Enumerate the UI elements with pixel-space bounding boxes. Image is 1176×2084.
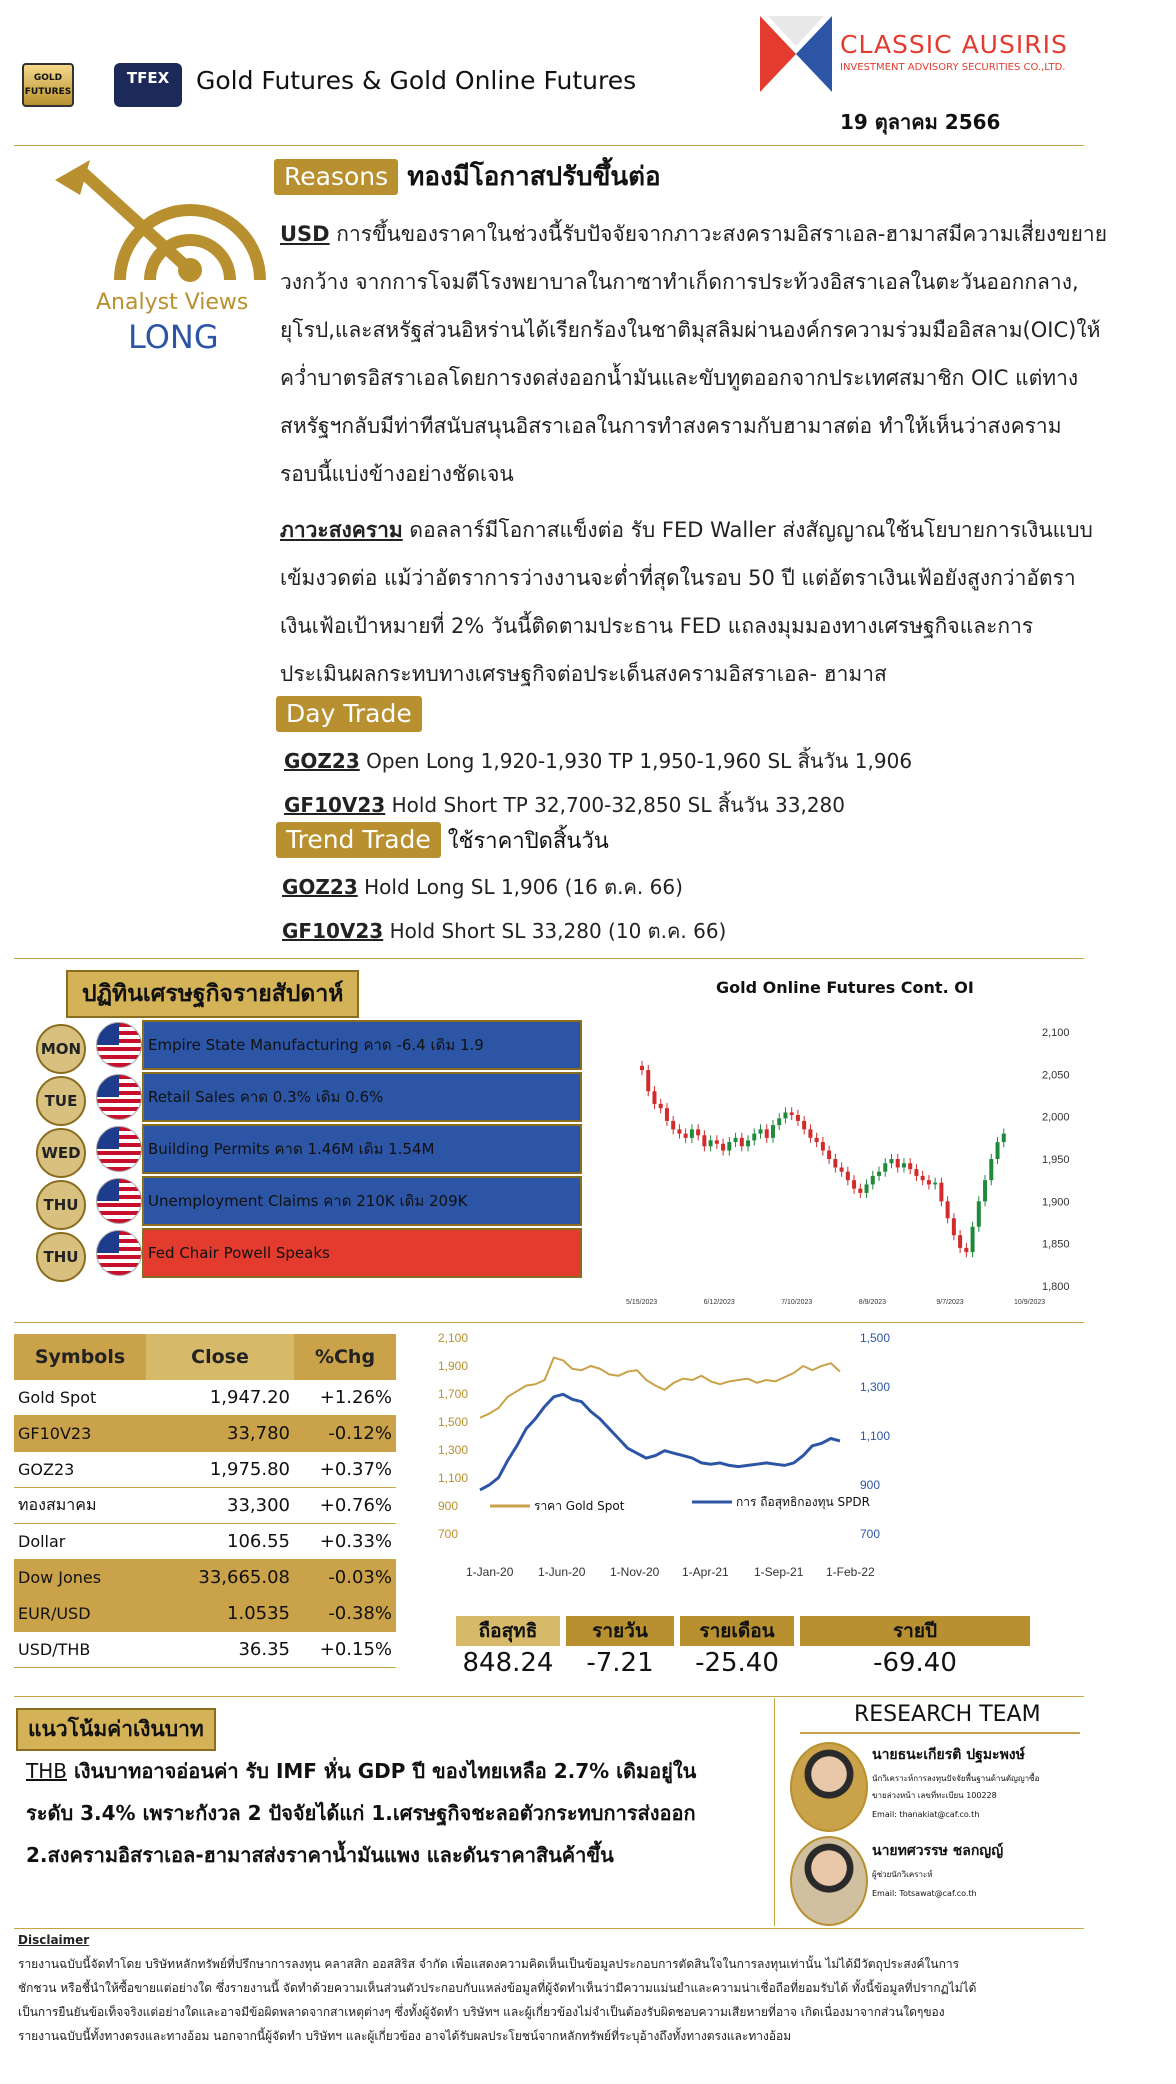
report-date: 19 ตุลาคม 2566: [840, 110, 1001, 134]
candle: [702, 1135, 706, 1146]
reasons-tag: Reasons: [274, 159, 398, 195]
candle: [796, 1115, 800, 1121]
y-left-tick-label: 1,100: [438, 1471, 469, 1485]
day-trade-tag: Day Trade: [276, 696, 422, 732]
candle: [777, 1118, 781, 1125]
candle: [908, 1163, 912, 1169]
candle-chart-title: Gold Online Futures Cont. OI: [716, 978, 974, 997]
close-cell: 1,975.80: [146, 1452, 294, 1488]
calendar-event: [30, 1124, 590, 1170]
trend-trade-note: ใช้ราคาปิดสิ้นวัน: [440, 829, 609, 854]
disclaimer-line: รายงานฉบับนี้ทั้งทางตรงและทางอ้อม นอกจากนี้ผู้จัดทำ บริษัทฯ และผู้เกี่ยวข้อง อาจได้รับผลประโยชน์จากหลักทรัพย์ที่ระบุอ้างถึงทั้งทางตรงและทางอ้อม: [18, 2029, 792, 2043]
reasons-heading: ทองมีโอกาสปรับขึ้นต่อ: [407, 162, 661, 192]
day-badge: TUE: [36, 1076, 86, 1126]
thb-title: [16, 1708, 216, 1751]
candle-chart-svg: [610, 970, 1080, 1310]
us-flag-icon: [96, 1126, 142, 1172]
x-tick-label: 1-Jun-20: [538, 1565, 586, 1579]
candle: [827, 1151, 831, 1159]
section-divider: [14, 1696, 1084, 1697]
war-key: ภาวะสงคราม: [280, 518, 403, 542]
table-row: [14, 1452, 396, 1488]
reasons-header: [274, 156, 661, 197]
y-right-tick-label: 1,100: [860, 1429, 891, 1443]
y-tick-label: 2,000: [1042, 1111, 1070, 1124]
y-tick-label: 1,950: [1042, 1154, 1070, 1166]
member-role: นักวิเคราะห์การลงทุนปัจจัยพื้นฐานด้านตัญญาซื้อ: [872, 1774, 1040, 1783]
symbol-cell: Gold Spot: [14, 1380, 146, 1416]
thb-title-text: แนวโน้มค่าเงินบาท: [28, 1717, 204, 1741]
summary-value: -25.40: [695, 1648, 779, 1678]
war-line: ดอลลาร์มีโอกาสแข็งต่อ รับ FED Waller ส่งสัญญาณใช้นโยบายการเงินแบบ: [402, 518, 1093, 542]
candle: [833, 1159, 837, 1167]
x-tick-label: 7/10/2023: [781, 1299, 813, 1306]
reasons-usd-paragraph: [280, 210, 1170, 498]
table-row: [14, 1596, 396, 1632]
x-tick-label: 1-Jan-20: [466, 1565, 514, 1579]
candle: [971, 1227, 975, 1252]
change-cell: +0.33%: [294, 1524, 396, 1560]
event-text: Fed Chair Powell Speaks: [142, 1228, 582, 1278]
candle: [665, 1108, 669, 1121]
symbol-cell: ทองสมาคม: [14, 1488, 146, 1524]
x-tick-label: 5/15/2023: [626, 1299, 658, 1306]
candle: [846, 1172, 850, 1180]
trend-trade-list: [282, 872, 726, 946]
us-flag-icon: [96, 1178, 142, 1224]
usd-line: ยุโรป,และสหรัฐส่วนอิหร่านได้เรียกร้องในชาติมุสลิมผ่านองค์กรความร่วมมืออิสลาม(OIC)ให้: [280, 318, 1101, 342]
trend-trade-tag: Trend Trade: [276, 822, 441, 858]
series-line: [480, 1394, 840, 1490]
thb-line: ระดับ 3.4% เพราะกังวล 2 ปัจจัยได้แก่ 1.เศรษฐกิจชะลอตัวกระทบการส่งออก: [26, 1801, 696, 1825]
legend-label: การ ถือสุทธิกองทุน SPDR: [736, 1495, 870, 1509]
candle: [889, 1159, 893, 1163]
series-line: [480, 1358, 840, 1418]
summary-header: รายเดือน: [680, 1616, 794, 1646]
day-badge: MON: [36, 1024, 86, 1074]
col-header: Symbols: [14, 1334, 146, 1380]
event-text: Building Permits คาด 1.46M เดิม 1.54M: [142, 1124, 582, 1174]
x-tick-label: 1-Apr-21: [682, 1565, 729, 1579]
member-name: นายทศวรรษ ชลกญญ์: [872, 1843, 1004, 1859]
section-divider: [14, 1322, 1084, 1323]
usd-line: การขึ้นของราคาในช่วงนี้รับปัจจัยจากภาวะสงครามอิสราเอล-ฮามาสมีความเสี่ยงขยาย: [329, 222, 1108, 246]
trade-symbol: GF10V23: [282, 919, 384, 943]
trade-text: Open Long 1,920-1,930 TP 1,950-1,960 SL สิ้นวัน 1,906: [359, 749, 913, 773]
x-tick-label: 1-Feb-22: [826, 1565, 875, 1579]
summary-header: รายปี: [800, 1616, 1030, 1646]
gold-futures-logo: [22, 63, 74, 107]
trade-text: Hold Short TP 32,700-32,850 SL สิ้นวัน 33,280: [385, 793, 845, 817]
usd-line: รอบนี้แบ่งข้างอย่างชัดเจน: [280, 462, 514, 486]
war-line: เงินเฟ้อเป้าหมายที่ 2% วันนี้ติดตามประธาน FED แถลงมุมมองทางเศรษฐกิจและการ: [280, 614, 1034, 638]
candle: [977, 1201, 981, 1226]
brand-logo-icon: [760, 16, 832, 92]
col-header: Close: [146, 1334, 294, 1380]
symbol-cell: GF10V23: [14, 1416, 146, 1452]
change-cell: -0.38%: [294, 1596, 396, 1632]
event-text: Unemployment Claims คาด 210K เดิม 209K: [142, 1176, 582, 1226]
candle: [771, 1125, 775, 1138]
candle: [840, 1167, 844, 1171]
symbols-table: [14, 1334, 396, 1668]
trade-symbol: GF10V23: [284, 793, 386, 817]
candle: [659, 1104, 663, 1108]
disclaimer-line: ชักชวน หรือชี้นำให้ซื้อขายแต่อย่างใด ซึ่งรายงานนี้ จัดทำด้วยความเห็นส่วนตัวประกอบกับแหล่งข้อมูลที่ผู้จัดทำเห็นว่ามีความแม่นยำและความน่าเชื่อถือที่ยอมรับได้ ทั้งนี้ข้อมูลที่ปรากฏไม่ได้: [18, 1981, 977, 1995]
candle: [652, 1091, 656, 1104]
candle: [952, 1218, 956, 1235]
legend-label: ราคา Gold Spot: [534, 1499, 625, 1513]
calendar-event: [30, 1072, 590, 1118]
member-email: Email: thanakiat@caf.co.th: [872, 1810, 980, 1819]
tfex-logo-text: TFEX: [126, 69, 170, 87]
us-flag-icon: [96, 1022, 142, 1068]
tfex-logo: [114, 63, 182, 107]
close-cell: 1,947.20: [146, 1380, 294, 1416]
candle: [871, 1176, 875, 1184]
brand-subtitle: INVESTMENT ADVISORY SECURITIES CO.,LTD.: [840, 62, 1066, 73]
candle: [765, 1129, 769, 1137]
candle: [790, 1112, 794, 1115]
change-cell: +1.26%: [294, 1380, 396, 1416]
candle: [821, 1142, 825, 1150]
trade-symbol: GOZ23: [282, 875, 358, 899]
candle: [989, 1159, 993, 1180]
candle: [684, 1134, 688, 1138]
calendar-event: [30, 1228, 590, 1274]
header-divider: [14, 145, 1084, 146]
candle: [759, 1129, 763, 1133]
avatar: [790, 1742, 868, 1832]
calendar-event: [30, 1176, 590, 1222]
symbol-cell: Dow Jones: [14, 1560, 146, 1596]
summary-header: ถือสุทธิ: [456, 1616, 560, 1646]
thb-key: THB: [26, 1759, 67, 1783]
us-flag-icon: [96, 1230, 142, 1276]
research-divider: [774, 1698, 775, 1926]
candle: [671, 1121, 675, 1129]
symbols-table-wrap: [14, 1334, 396, 1668]
candle: [696, 1129, 700, 1135]
y-left-tick-label: 1,700: [438, 1387, 469, 1401]
section-divider: [14, 958, 1084, 959]
target-icon: [50, 160, 270, 300]
candle: [996, 1142, 1000, 1159]
col-header: %Chg: [294, 1334, 396, 1380]
y-tick-label: 1,850: [1042, 1238, 1070, 1251]
candle: [752, 1134, 756, 1141]
summary-value: 848.24: [462, 1648, 554, 1678]
line-chart: [430, 1326, 1030, 1596]
candle: [709, 1140, 713, 1146]
trend-trade-row: [282, 916, 726, 946]
y-left-tick-label: 900: [438, 1499, 459, 1513]
candle: [740, 1138, 744, 1146]
member-role: ผู้ช่วยนักวิเคราะห์: [872, 1870, 933, 1879]
candle: [852, 1180, 856, 1188]
trend-trade-header: [276, 822, 609, 858]
change-cell: +0.37%: [294, 1452, 396, 1488]
thb-paragraph: [26, 1750, 776, 1876]
close-cell: 106.55: [146, 1524, 294, 1560]
day-badge: WED: [36, 1128, 86, 1178]
candle: [783, 1112, 787, 1118]
candle: [858, 1189, 862, 1193]
summary-header: รายวัน: [566, 1616, 674, 1646]
page-title: Gold Futures & Gold Online Futures: [196, 66, 637, 95]
day-trade-row: [284, 746, 912, 776]
spdr-summary: [456, 1616, 1030, 1686]
y-right-tick-label: 1,300: [860, 1380, 891, 1394]
x-tick-label: 9/7/2023: [936, 1299, 964, 1306]
y-tick-label: 1,900: [1042, 1196, 1070, 1209]
candle: [902, 1163, 906, 1167]
analyst-views-label: Analyst Views: [96, 290, 249, 315]
table-row: [14, 1524, 396, 1560]
candle: [896, 1159, 900, 1167]
member-card: [872, 1744, 1092, 1819]
day-trade-row: [284, 790, 912, 820]
candle-chart: [610, 970, 1080, 1310]
thb-line: เงินบาทอาจอ่อนค่า รับ IMF หั่น GDP ปี ของไทยเหลือ 2.7% เดิมอยู่ใน: [66, 1759, 697, 1783]
disclaimer-line: เป็นการยืนยันข้อเท็จจริงแต่อย่างใดและอาจมีข้อผิดพลาดจากสาเหตุต่างๆ ซึ่งทั้งผู้จัดทำ บริษัทฯ และผู้เกี่ยวข้องไม่จำเป็นต้องรับผิดชอบความเสียหายที่อาจ เกิดเนื่องมาจากส่วนใดๆของ: [18, 2005, 945, 2019]
summary-value: -69.40: [873, 1648, 957, 1678]
candle: [815, 1138, 819, 1142]
symbol-cell: Dollar: [14, 1524, 146, 1560]
table-row: [14, 1632, 396, 1668]
candle: [802, 1121, 806, 1129]
candle: [927, 1180, 931, 1184]
close-cell: 33,780: [146, 1416, 294, 1452]
candle: [734, 1138, 738, 1142]
x-tick-label: 8/9/2023: [858, 1299, 887, 1306]
table-row: [14, 1416, 396, 1452]
change-cell: -0.12%: [294, 1416, 396, 1452]
summary-value: -7.21: [586, 1648, 654, 1678]
gold-logo-text: GOLD FUTURES: [24, 73, 72, 97]
trade-symbol: GOZ23: [284, 749, 360, 773]
candle: [677, 1129, 681, 1133]
y-left-tick-label: 2,100: [438, 1331, 469, 1345]
y-left-tick-label: 1,300: [438, 1443, 469, 1457]
candle: [865, 1184, 869, 1192]
research-title-underline: [800, 1732, 1080, 1734]
x-tick-label: 10/9/2023: [1014, 1299, 1046, 1306]
trade-text: Hold Short SL 33,280 (10 ต.ค. 66): [383, 919, 727, 943]
x-tick-label: 1-Sep-21: [754, 1565, 804, 1579]
y-right-tick-label: 1,500: [860, 1331, 891, 1345]
y-right-tick-label: 900: [860, 1478, 881, 1492]
line-chart-svg: [430, 1326, 1030, 1596]
calendar-list: [0, 1020, 600, 1290]
symbol-cell: GOZ23: [14, 1452, 146, 1488]
candle: [883, 1163, 887, 1171]
war-line: ประเมินผลกระทบทางเศรษฐกิจต่อประเด็นสงครามอิสราเอล- ฮามาส: [280, 662, 887, 686]
war-line: เข้มงวดต่อ แม้ว่าอัตราการว่างงานจะต่ำที่สุดในรอบ 50 ปี แต่อัตราเงินเฟ้อยังสูงกว่าอัตรา: [280, 566, 1076, 590]
candle: [946, 1201, 950, 1218]
candle: [933, 1183, 937, 1185]
x-tick-label: 1-Nov-20: [610, 1565, 660, 1579]
research-title: RESEARCH TEAM: [854, 1702, 1041, 1727]
candle: [983, 1180, 987, 1201]
table-row: [14, 1488, 396, 1524]
candle: [964, 1248, 968, 1252]
symbol-cell: USD/THB: [14, 1632, 146, 1668]
candle: [958, 1235, 962, 1248]
candle: [1002, 1134, 1006, 1142]
member-role: ขายล่วงหน้า เลขที่ทะเบียน 100228: [872, 1791, 997, 1800]
y-left-tick-label: 1,500: [438, 1415, 469, 1429]
disclaimer: [18, 1928, 1168, 2048]
y-left-tick-label: 1,900: [438, 1359, 469, 1373]
usd-line: คว่ำบาตรอิสราเอลโดยการงดส่งออกน้ำมันและขับทูตออกจากประเทศสมาชิก OIC แต่ทาง: [280, 366, 1079, 390]
change-cell: +0.15%: [294, 1632, 396, 1668]
trend-trade-row: [282, 872, 726, 902]
table-row: [14, 1380, 396, 1416]
event-text: Empire State Manufacturing คาด -6.4 เดิม 1.9: [142, 1020, 582, 1070]
close-cell: 33,665.08: [146, 1560, 294, 1596]
candle: [721, 1144, 725, 1151]
symbol-cell: EUR/USD: [14, 1596, 146, 1632]
candle: [646, 1070, 650, 1091]
day-badge: THU: [36, 1232, 86, 1282]
candle: [939, 1183, 943, 1202]
calendar-event: [30, 1020, 590, 1066]
candle: [877, 1172, 881, 1176]
day-badge: THU: [36, 1180, 86, 1230]
y-tick-label: 2,050: [1042, 1069, 1070, 1082]
usd-line: วงกว้าง จากการโจมตีโรงพยาบาลในกาซาทำเก็ดการประท้วงอิสราเอลในตะวันออกกลาง,: [280, 270, 1079, 294]
brand-name: CLASSIC AUSIRIS: [840, 30, 1068, 59]
trade-text: Hold Long SL 1,906 (16 ต.ค. 66): [357, 875, 683, 899]
usd-key: USD: [280, 222, 330, 246]
day-trade-header: [276, 696, 422, 732]
close-cell: 36.35: [146, 1632, 294, 1668]
candle: [727, 1142, 731, 1150]
close-cell: 33,300: [146, 1488, 294, 1524]
event-text: Retail Sales คาด 0.3% เดิม 0.6%: [142, 1072, 582, 1122]
candle: [746, 1140, 750, 1146]
day-trade-list: [284, 746, 912, 820]
y-right-tick-label: 700: [860, 1527, 881, 1541]
candle: [690, 1129, 694, 1137]
candle: [914, 1169, 918, 1176]
member-email: Email: Totsawat@caf.co.th: [872, 1889, 977, 1898]
y-tick-label: 1,800: [1042, 1281, 1070, 1293]
table-header-row: [14, 1334, 396, 1380]
disclaimer-line: รายงานฉบับนี้จัดทำโดย บริษัทหลักทรัพย์ที่ปรึกษาการลงทุน คลาสสิก ออสสิริส จำกัด เพื่อแสดงความคิดเห็นเป็นข้อมูลประกอบการตัดสินใจในการลงทุนเท่านั้น ไม่ได้มีวัตถุประสงค์ในการ: [18, 1957, 960, 1971]
table-row: [14, 1560, 396, 1596]
calendar-title: [66, 970, 359, 1018]
thb-line: 2.สงครามอิสราเอล-ฮามาสส่งราคาน้ำมันแพง และดันราคาสินค้าขึ้น: [26, 1843, 614, 1867]
disclaimer-title: Disclaimer: [18, 1933, 90, 1947]
avatar: [790, 1836, 868, 1926]
us-flag-icon: [96, 1074, 142, 1120]
analyst-view-value: LONG: [128, 318, 219, 356]
close-cell: 1.0535: [146, 1596, 294, 1632]
reasons-war-paragraph: [280, 506, 1170, 698]
y-tick-label: 2,100: [1042, 1027, 1070, 1039]
candle: [715, 1140, 719, 1143]
candle: [640, 1066, 644, 1070]
change-cell: +0.76%: [294, 1488, 396, 1524]
x-tick-label: 6/12/2023: [703, 1299, 735, 1306]
usd-line: สหรัฐฯกลับมีท่าทีสนับสนุนอิสราเอลในการทำสงครามกับฮามาสต่อ ทำให้เห็นว่าสงคราม: [280, 414, 1062, 438]
member-name: นายธนะเกียรติ ปฐมะพงษ์: [872, 1747, 1025, 1763]
candle: [808, 1129, 812, 1137]
y-left-tick-label: 700: [438, 1527, 459, 1541]
member-card: [872, 1840, 1092, 1898]
change-cell: -0.03%: [294, 1560, 396, 1596]
candle: [921, 1176, 925, 1180]
calendar-title-text: ปฏิทินเศรษฐกิจรายสัปดาห์: [82, 981, 344, 1007]
